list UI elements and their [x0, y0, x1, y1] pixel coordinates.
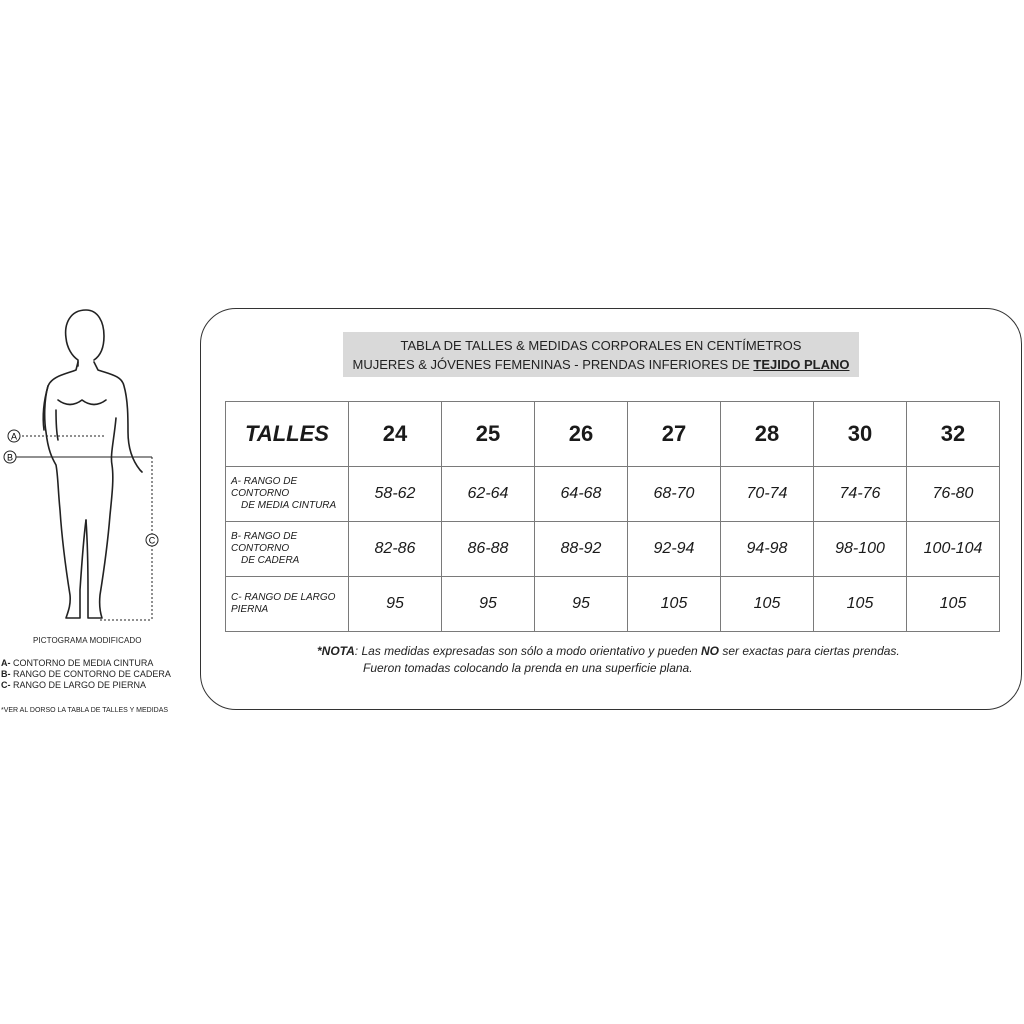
row-label-leg: C- RANGO DE LARGO PIERNA — [226, 577, 349, 632]
chart-title-line1: TABLA DE TALLES & MEDIDAS CORPORALES EN CENTÍMETROS — [400, 338, 802, 353]
size-30: 30 — [814, 402, 907, 467]
legend-item-a: A- CONTORNO DE MEDIA CINTURA — [1, 658, 154, 668]
table-cell: 95 — [535, 577, 628, 632]
size-header-row — [226, 402, 1000, 467]
table-cell: 100-104 — [907, 522, 1000, 577]
head-outline — [66, 310, 104, 366]
table-cell: 68-70 — [628, 467, 721, 522]
body-outline-right — [86, 362, 142, 618]
table-cell: 58-62 — [349, 467, 442, 522]
size-27: 27 — [628, 402, 721, 467]
size-table — [225, 401, 1000, 632]
table-cell: 62-64 — [442, 467, 535, 522]
marker-c: C — [148, 535, 156, 546]
table-cell: 86-88 — [442, 522, 535, 577]
size-25: 25 — [442, 402, 535, 467]
table-cell: 94-98 — [721, 522, 814, 577]
size-28: 28 — [721, 402, 814, 467]
table-row — [226, 467, 1000, 522]
note-line1: *NOTA: Las medidas expresadas son sólo a modo orientativo y pueden NO ser exactas para ciertas prendas. — [317, 644, 900, 658]
bust-outline — [58, 400, 106, 405]
measure-legend — [1, 658, 171, 691]
size-26: 26 — [535, 402, 628, 467]
measurement-note — [317, 643, 900, 677]
table-cell: 70-74 — [721, 467, 814, 522]
fabric-type: TEJIDO PLANO — [753, 357, 850, 372]
marker-a: A — [10, 431, 18, 442]
table-cell: 88-92 — [535, 522, 628, 577]
legend-item-c: C- RANGO DE LARGO DE PIERNA — [1, 680, 147, 690]
table-cell: 76-80 — [907, 467, 1000, 522]
table-cell: 74-76 — [814, 467, 907, 522]
size-chart-panel — [200, 308, 1022, 710]
size-24: 24 — [349, 402, 442, 467]
marker-b: B — [6, 452, 14, 463]
table-cell: 92-94 — [628, 522, 721, 577]
note-line2: Fueron tomadas colocando la prenda en una superficie plana. — [363, 661, 693, 675]
table-cell: 64-68 — [535, 467, 628, 522]
chart-title-line2: MUJERES & JÓVENES FEMENINAS - PRENDAS INFERIORES DE TEJIDO PLANO — [352, 357, 850, 372]
pictogram-caption: PICTOGRAMA MODIFICADO — [33, 636, 142, 645]
body-pictogram — [0, 300, 200, 630]
body-outline-left — [45, 362, 86, 618]
table-cell: 105 — [814, 577, 907, 632]
talles-header: TALLES — [226, 402, 349, 467]
table-row — [226, 522, 1000, 577]
row-label-waist: A- RANGO DE CONTORNO DE MEDIA CINTURA — [226, 467, 349, 522]
table-cell: 105 — [628, 577, 721, 632]
footnote: *VER AL DORSO LA TABLA DE TALLES Y MEDIDAS — [1, 707, 169, 714]
chart-title — [343, 332, 859, 377]
table-cell: 95 — [442, 577, 535, 632]
size-32: 32 — [907, 402, 1000, 467]
row-label-hip: B- RANGO DE CONTORNO DE CADERA — [226, 522, 349, 577]
table-cell: 105 — [721, 577, 814, 632]
table-row — [226, 577, 1000, 632]
table-cell: 95 — [349, 577, 442, 632]
table-cell: 82-86 — [349, 522, 442, 577]
table-cell: 105 — [907, 577, 1000, 632]
legend-item-b: B- RANGO DE CONTORNO DE CADERA — [1, 669, 171, 679]
table-cell: 98-100 — [814, 522, 907, 577]
